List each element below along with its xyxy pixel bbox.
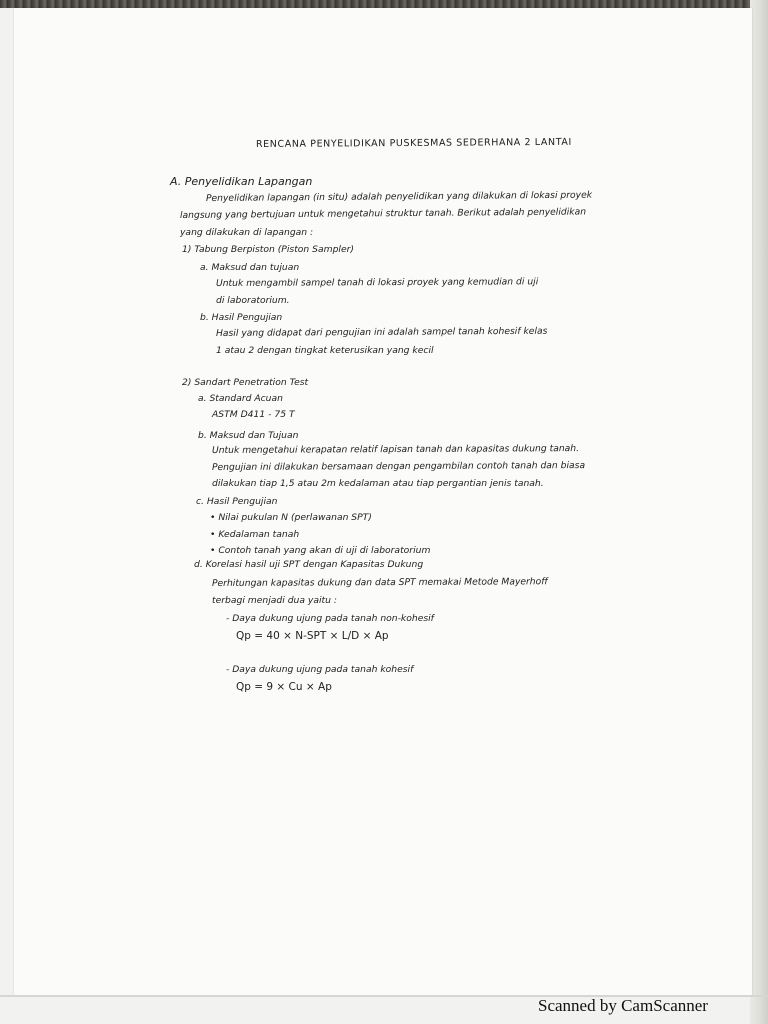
- item1-a-line-1: Untuk mengambil sampel tanah di lokasi proyek yang kemudian di uji: [215, 276, 539, 289]
- item1-a-line-2: di laboratorium.: [216, 295, 290, 306]
- scan-top-edge: [0, 0, 768, 8]
- item2-c-label: c. Hasil Pengujian: [196, 496, 278, 507]
- item2-b-line-2: Pengujian ini dilakukan bersamaan dengan pengambilan contoh tanah dan biasa: [211, 460, 586, 473]
- item1-b-label: b. Hasil Pengujian: [200, 312, 283, 323]
- item2-b-line-3: dilakukan tiap 1,5 atau 2m kedalaman atau tiap pergantian jenis tanah.: [212, 478, 544, 489]
- item2-d-sub1-formula: Qp = 40 × N-SPT × L/D × Ap: [236, 630, 389, 642]
- item2-d-sub2-formula: Qp = 9 × Cu × Ap: [236, 681, 332, 693]
- item2-heading: 2) Sandart Penetration Test: [182, 377, 309, 388]
- item2-d-label: d. Korelasi hasil uji SPT dengan Kapasitas Dukung: [194, 559, 424, 570]
- item2-b-label: b. Maksud dan Tujuan: [198, 430, 299, 441]
- item1-a-label: a. Maksud dan tujuan: [200, 262, 300, 273]
- item2-d-line-1: Perhitungan kapasitas dukung dan data SPT memakai Metode Mayerhoff: [211, 576, 548, 589]
- intro-line-2: langsung yang bertujuan untuk mengetahui struktur tanah. Berikut adalah penyelidikan: [179, 206, 587, 221]
- scan-right-edge: [750, 0, 768, 1024]
- item2-d-line-2: terbagi menjadi dua yaitu :: [212, 595, 337, 606]
- intro-line-3: yang dilakukan di lapangan :: [180, 227, 314, 238]
- section-a-heading: A. Penyelidikan Lapangan: [170, 175, 313, 188]
- camscanner-watermark: Scanned by CamScanner: [538, 996, 708, 1015]
- item2-c-bullet-3: • Contoh tanah yang akan di uji di laboratorium: [210, 546, 430, 555]
- intro-line-1: Penyelidikan lapangan (in situ) adalah penyelidikan yang dilakukan di lokasi proyek: [205, 189, 593, 204]
- paper-sheet: [14, 8, 752, 996]
- document-title: RENCANA PENYELIDIKAN PUSKESMAS SEDERHANA 2 LANTAI: [255, 136, 572, 150]
- item2-c-bullet-2: • Kedalaman tanah: [210, 530, 299, 539]
- item2-d-sub1-label: - Daya dukung ujung pada tanah non-kohesif: [226, 613, 434, 624]
- item2-c-bullet-1: • Nilai pukulan N (perlawanan SPT): [210, 513, 372, 522]
- item2-a-text: ASTM D411 - 75 T: [212, 409, 295, 420]
- item1-heading: 1) Tabung Berpiston (Piston Sampler): [182, 244, 354, 255]
- item2-b-line-1: Untuk mengetahui kerapatan relatif lapisan tanah dan kapasitas dukung tanah.: [211, 443, 580, 456]
- item1-b-line-2: 1 atau 2 dengan tingkat keterusikan yang kecil: [216, 345, 434, 356]
- item1-b-line-1: Hasil yang didapat dari pengujian ini adalah sampel tanah kohesif kelas: [215, 325, 548, 339]
- item2-a-label: a. Standard Acuan: [198, 393, 283, 404]
- item2-d-sub2-label: - Daya dukung ujung pada tanah kohesif: [226, 664, 414, 675]
